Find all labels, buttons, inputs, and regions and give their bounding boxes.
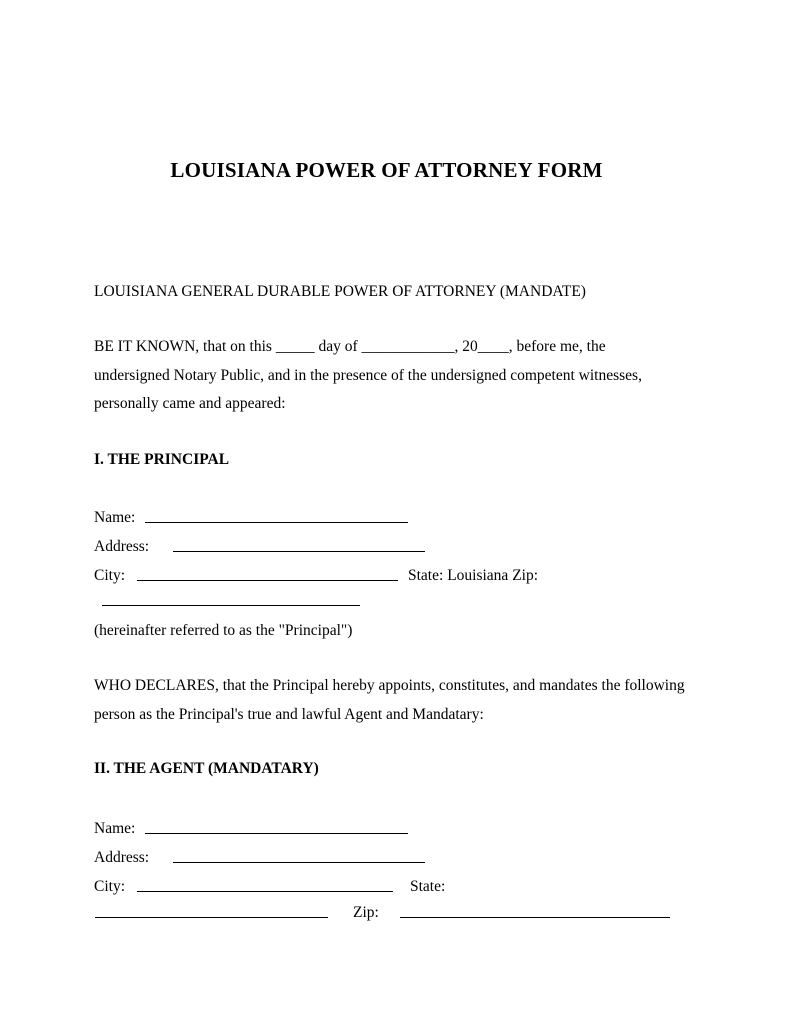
principal-city-blank-line bbox=[137, 580, 398, 581]
document-title: LOUISIANA POWER OF ATTORNEY FORM bbox=[170, 158, 603, 182]
agent-address-blank-line bbox=[173, 862, 425, 863]
paragraph-line: undersigned Notary Public, and in the presence of the undersigned competent witnesses, bbox=[94, 366, 642, 384]
principal-address-row bbox=[94, 532, 800, 561]
agent-zip-blank-line bbox=[400, 917, 670, 918]
document-subtitle: LOUISIANA GENERAL DURABLE POWER OF ATTORNEY (MANDATE) bbox=[94, 283, 586, 300]
agent-city-blank-line bbox=[137, 891, 393, 892]
agent-city-row bbox=[94, 872, 800, 901]
principal-zip-row bbox=[94, 586, 800, 615]
agent-state-blank-line bbox=[95, 917, 328, 918]
principal-address-label: Address: bbox=[94, 538, 150, 555]
principal-address-blank-line bbox=[173, 551, 425, 552]
principal-note: (hereinafter referred to as the "Principal") bbox=[94, 622, 353, 639]
principal-name-label: Name: bbox=[94, 509, 136, 526]
paragraph-line: BE IT KNOWN, that on this _____ day of ____________, 20____, before me, the bbox=[94, 338, 606, 355]
agent-city-label: City: bbox=[94, 878, 126, 895]
principal-name-row bbox=[94, 503, 800, 532]
principal-zip-blank-line bbox=[102, 605, 360, 606]
principal-state-label: State: bbox=[408, 567, 444, 584]
agent-name-row bbox=[94, 814, 800, 843]
paragraph-line: person as the Principal's true and lawful Agent and Mandatary: bbox=[94, 705, 484, 723]
agent-zip-label: Zip: bbox=[353, 904, 379, 921]
agent-address-row bbox=[94, 843, 800, 872]
agent-name-label: Name: bbox=[94, 820, 136, 837]
paragraph-line: personally came and appeared: bbox=[94, 395, 286, 413]
agent-state-label: State: bbox=[410, 878, 446, 895]
intro-paragraph bbox=[94, 333, 740, 419]
agent-name-blank-line bbox=[145, 833, 408, 834]
paragraph-line: WHO DECLARES, that the Principal hereby appoints, constitutes, and mandates the following bbox=[94, 677, 685, 694]
principal-section-heading: I. THE PRINCIPAL bbox=[94, 451, 230, 468]
principal-zip-label: Zip: bbox=[512, 567, 539, 584]
declaration-paragraph bbox=[94, 672, 740, 729]
agent-zip-row bbox=[94, 898, 800, 927]
agent-section-heading: II. THE AGENT (MANDATARY) bbox=[94, 760, 319, 777]
principal-name-blank-line bbox=[145, 522, 408, 523]
principal-city-label: City: bbox=[94, 567, 126, 584]
agent-address-label: Address: bbox=[94, 849, 150, 866]
principal-state-value: Louisiana bbox=[447, 567, 509, 584]
